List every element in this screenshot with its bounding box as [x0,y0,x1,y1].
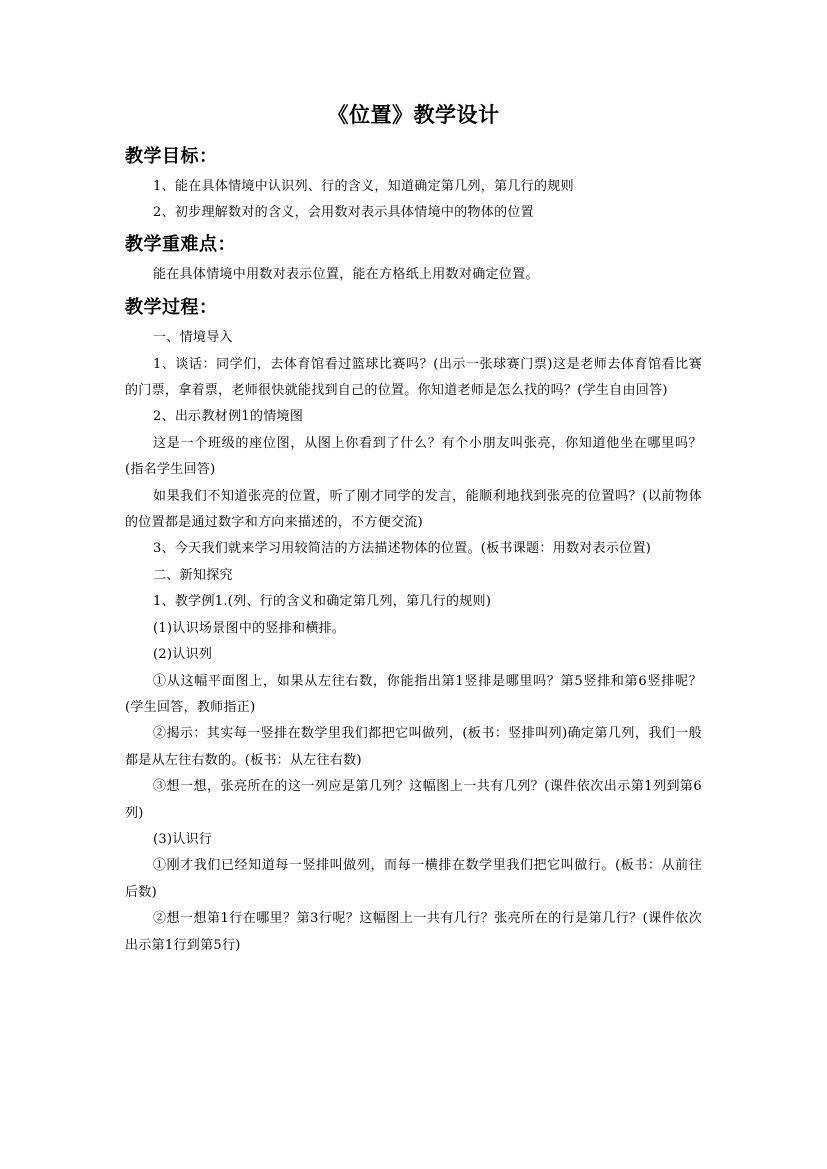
section-teaching-process [125,293,702,959]
section-heading-key-points: 教学重难点： [125,233,236,255]
paragraph: 3、今天我们就来学习用较简洁的方法描述物体的位置。(板书课题：用数对表示位置) [153,541,652,557]
paragraph: ③想一想，张亮所在的这一列应是第几列？这幅图上一共有几列？(课件依次出示第1列到第6列) [125,779,702,821]
document-body [125,142,702,959]
paragraph: 这是一个班级的座位图，从图上你看到了什么？有个小朋友叫张亮，你知道他坐在哪里吗？(指名学生回答) [125,435,702,478]
section-heading-process: 教学过程： [125,297,218,319]
section-teaching-goals [125,142,702,227]
paragraph: ②想一想第1行在哪里？第3行呢？这幅图上一共有几行？张亮所在的行是第几行？(课件依次出示第1行到第5行) [125,911,702,953]
paragraph: 二、新知探究 [153,567,233,583]
paragraph: 1、谈话：同学们，去体育馆看过篮球比赛吗？(出示一张球赛门票)这是老师去体育馆看比赛的门票，拿着票，老师很快就能找到自己的位置。你知道老师是怎么找的吗？(学生自由回答) [125,356,702,399]
paragraph: ①刚才我们已经知道每一竖排叫做列，而每一横排在数学里我们把它叫做行。(板书：从前往后数) [125,858,702,900]
paragraph: (3)认识行 [153,831,213,847]
paragraph: 1、教学例1.(列、行的含义和确定第几列，第几行的规则) [153,594,492,610]
paragraph: ①从这幅平面图上，如果从左往右数，你能指出第1竖排是哪里吗？第5竖排和第6竖排呢？(学生回答，教师指正) [125,673,702,715]
paragraph: 如果我们不知道张亮的位置，听了刚才同学的发言，能顺利地找到张亮的位置吗？(以前物体的位置都是通过数字和方向来描述的，不方便交流) [125,488,702,531]
paragraph: 能在具体情境中用数对表示位置，能在方格纸上用数对确定位置。 [153,266,539,282]
paragraph: 一、情境导入 [153,330,233,346]
document-title: 《位置》教学设计 [327,103,500,127]
paragraph: 1、能在具体情境中认识列、行的含义，知道确定第几列，第几行的规则 [153,179,574,194]
paragraph: (1)认识场景图中的竖排和横排。 [153,620,346,636]
paragraph: (2)认识列 [153,647,213,663]
paragraph: ②揭示：其实每一竖排在数学里我们都把它叫做列，(板书：竖排叫列)确定第几列，我们一般都是从左往右数的。(板书：从左往右数) [125,726,702,768]
section-key-points [125,230,702,288]
paragraph: 2、出示教材例1的情境图 [153,409,304,425]
section-heading-goals: 教学目标： [125,146,218,167]
paragraph: 2、初步理解数对的含义，会用数对表示具体情境中的物体的位置 [153,205,534,221]
